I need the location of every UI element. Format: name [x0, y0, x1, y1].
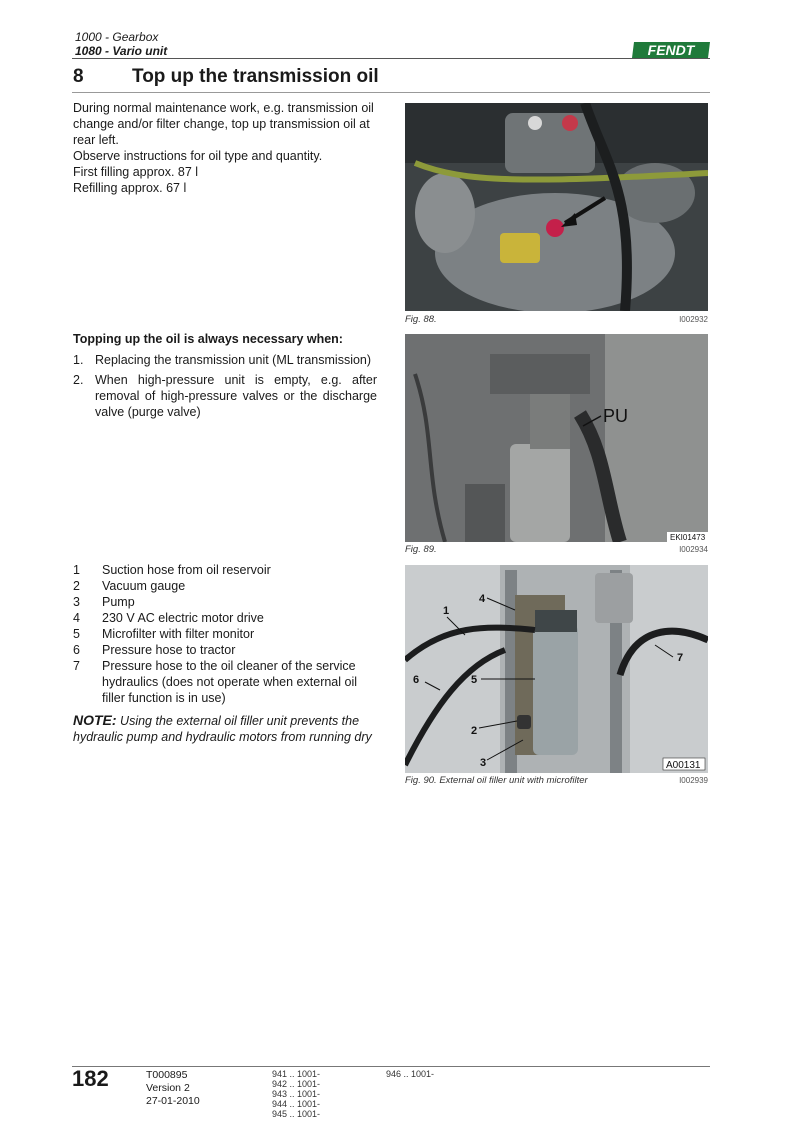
- doc-date: 27-01-2010: [146, 1095, 200, 1107]
- caption-text: Fig. 89.: [405, 544, 437, 555]
- item-number: 1: [73, 563, 80, 577]
- figure-90-caption: [405, 775, 708, 786]
- callout-4: 4: [479, 593, 486, 605]
- item-text: Microfilter with filter monitor: [102, 627, 255, 641]
- model-range: 946 .. 1001-: [386, 1069, 435, 1079]
- doc-number: T000895: [146, 1069, 188, 1081]
- callout-2: 2: [471, 725, 478, 737]
- section-rule: [72, 92, 710, 93]
- item-text: Suction hose from oil reservoir: [102, 563, 271, 577]
- figure-88-caption: [405, 314, 708, 325]
- figure-90-photo: [405, 565, 708, 773]
- callout-6: 6: [413, 674, 420, 686]
- item-text: When high-pressure unit is empty, e.g. after removal of high-pressure valves or the discharge valve (purge valve): [95, 373, 377, 419]
- image-code: EKI01473: [670, 533, 706, 542]
- section-number: 8: [73, 66, 84, 87]
- caption-text: Fig. 88.: [405, 314, 437, 325]
- list-item: [73, 372, 377, 420]
- list-item: [73, 352, 377, 368]
- list-item: [73, 642, 377, 658]
- footer-rule: [72, 1066, 710, 1067]
- label-pu: PU: [603, 406, 629, 426]
- note-label: NOTE:: [73, 712, 117, 728]
- item-text: Pressure hose to tractor: [102, 643, 236, 657]
- image-code: A00131: [666, 760, 701, 771]
- figure-88-photo: [405, 103, 708, 311]
- figure-89-photo: [405, 334, 708, 542]
- item-number: 2: [73, 579, 80, 593]
- footer-doc-info: [146, 1069, 200, 1108]
- topping-heading: Topping up the oil is always necessary when:: [73, 332, 343, 346]
- callout-1: 1: [443, 605, 450, 617]
- caption-text: Fig. 90. External oil filler unit with microfilter: [405, 775, 588, 786]
- legend-list: [73, 562, 377, 706]
- item-text: Pressure hose to the oil cleaner of the service hydraulics (does not operate when external oil filler function is in use): [102, 659, 358, 705]
- note-block: [73, 712, 377, 745]
- note-text: Using the external oil filler unit prevents the hydraulic pump and hydraulic motors from running dry: [73, 714, 372, 744]
- logo-text: FENDT: [647, 42, 695, 58]
- model-range: 944 .. 1001-: [272, 1099, 321, 1109]
- list-item: [73, 610, 377, 626]
- figure-code: I002934: [679, 545, 708, 554]
- list-item: [73, 626, 377, 642]
- model-range: 945 .. 1001-: [272, 1109, 321, 1119]
- footer-models-2: [386, 1069, 434, 1079]
- item-number: 6: [73, 643, 80, 657]
- list-item: [73, 578, 377, 594]
- page-number: 182: [72, 1066, 109, 1091]
- intro-line: Refilling approx. 67 l: [73, 181, 187, 195]
- callout-5: 5: [471, 674, 478, 686]
- item-text: 230 V AC electric motor drive: [102, 611, 264, 625]
- list-item: [73, 562, 377, 578]
- item-number: 7: [73, 659, 80, 673]
- item-number: 4: [73, 611, 80, 625]
- item-number: 2.: [73, 373, 84, 387]
- model-range: 942 .. 1001-: [272, 1079, 321, 1089]
- item-number: 1.: [73, 353, 84, 367]
- item-number: 3: [73, 595, 80, 609]
- intro-line: First filling approx. 87 l: [73, 165, 199, 179]
- list-item: [73, 658, 377, 706]
- model-range: 941 .. 1001-: [272, 1069, 321, 1079]
- item-text: Pump: [102, 595, 135, 609]
- model-range: 943 .. 1001-: [272, 1089, 321, 1099]
- figure-89-caption: [405, 544, 708, 555]
- fendt-logo: [632, 42, 710, 58]
- intro-line: Observe instructions for oil type and quantity.: [73, 149, 323, 163]
- item-text: Vacuum gauge: [102, 579, 186, 593]
- figure-code: I002932: [679, 315, 708, 324]
- list-item: [73, 594, 377, 610]
- callout-7: 7: [677, 652, 684, 664]
- header-rule: [72, 58, 710, 59]
- intro-text: [73, 100, 383, 196]
- item-number: 5: [73, 627, 80, 641]
- footer-models: [272, 1069, 320, 1119]
- item-text: Replacing the transmission unit (ML transmission): [95, 353, 372, 367]
- callout-3: 3: [480, 757, 487, 769]
- header-chapter: 1000 - Gearbox: [75, 30, 159, 44]
- figure-code: I002939: [679, 776, 708, 785]
- doc-version: Version 2: [146, 1082, 190, 1094]
- header-subchapter: 1080 - Vario unit: [75, 44, 168, 58]
- topping-list: [73, 352, 377, 424]
- intro-line: During normal maintenance work, e.g. transmission oil change and/or filter change, top up transmission oil at rear left.: [73, 101, 374, 147]
- section-title: Top up the transmission oil: [132, 66, 379, 87]
